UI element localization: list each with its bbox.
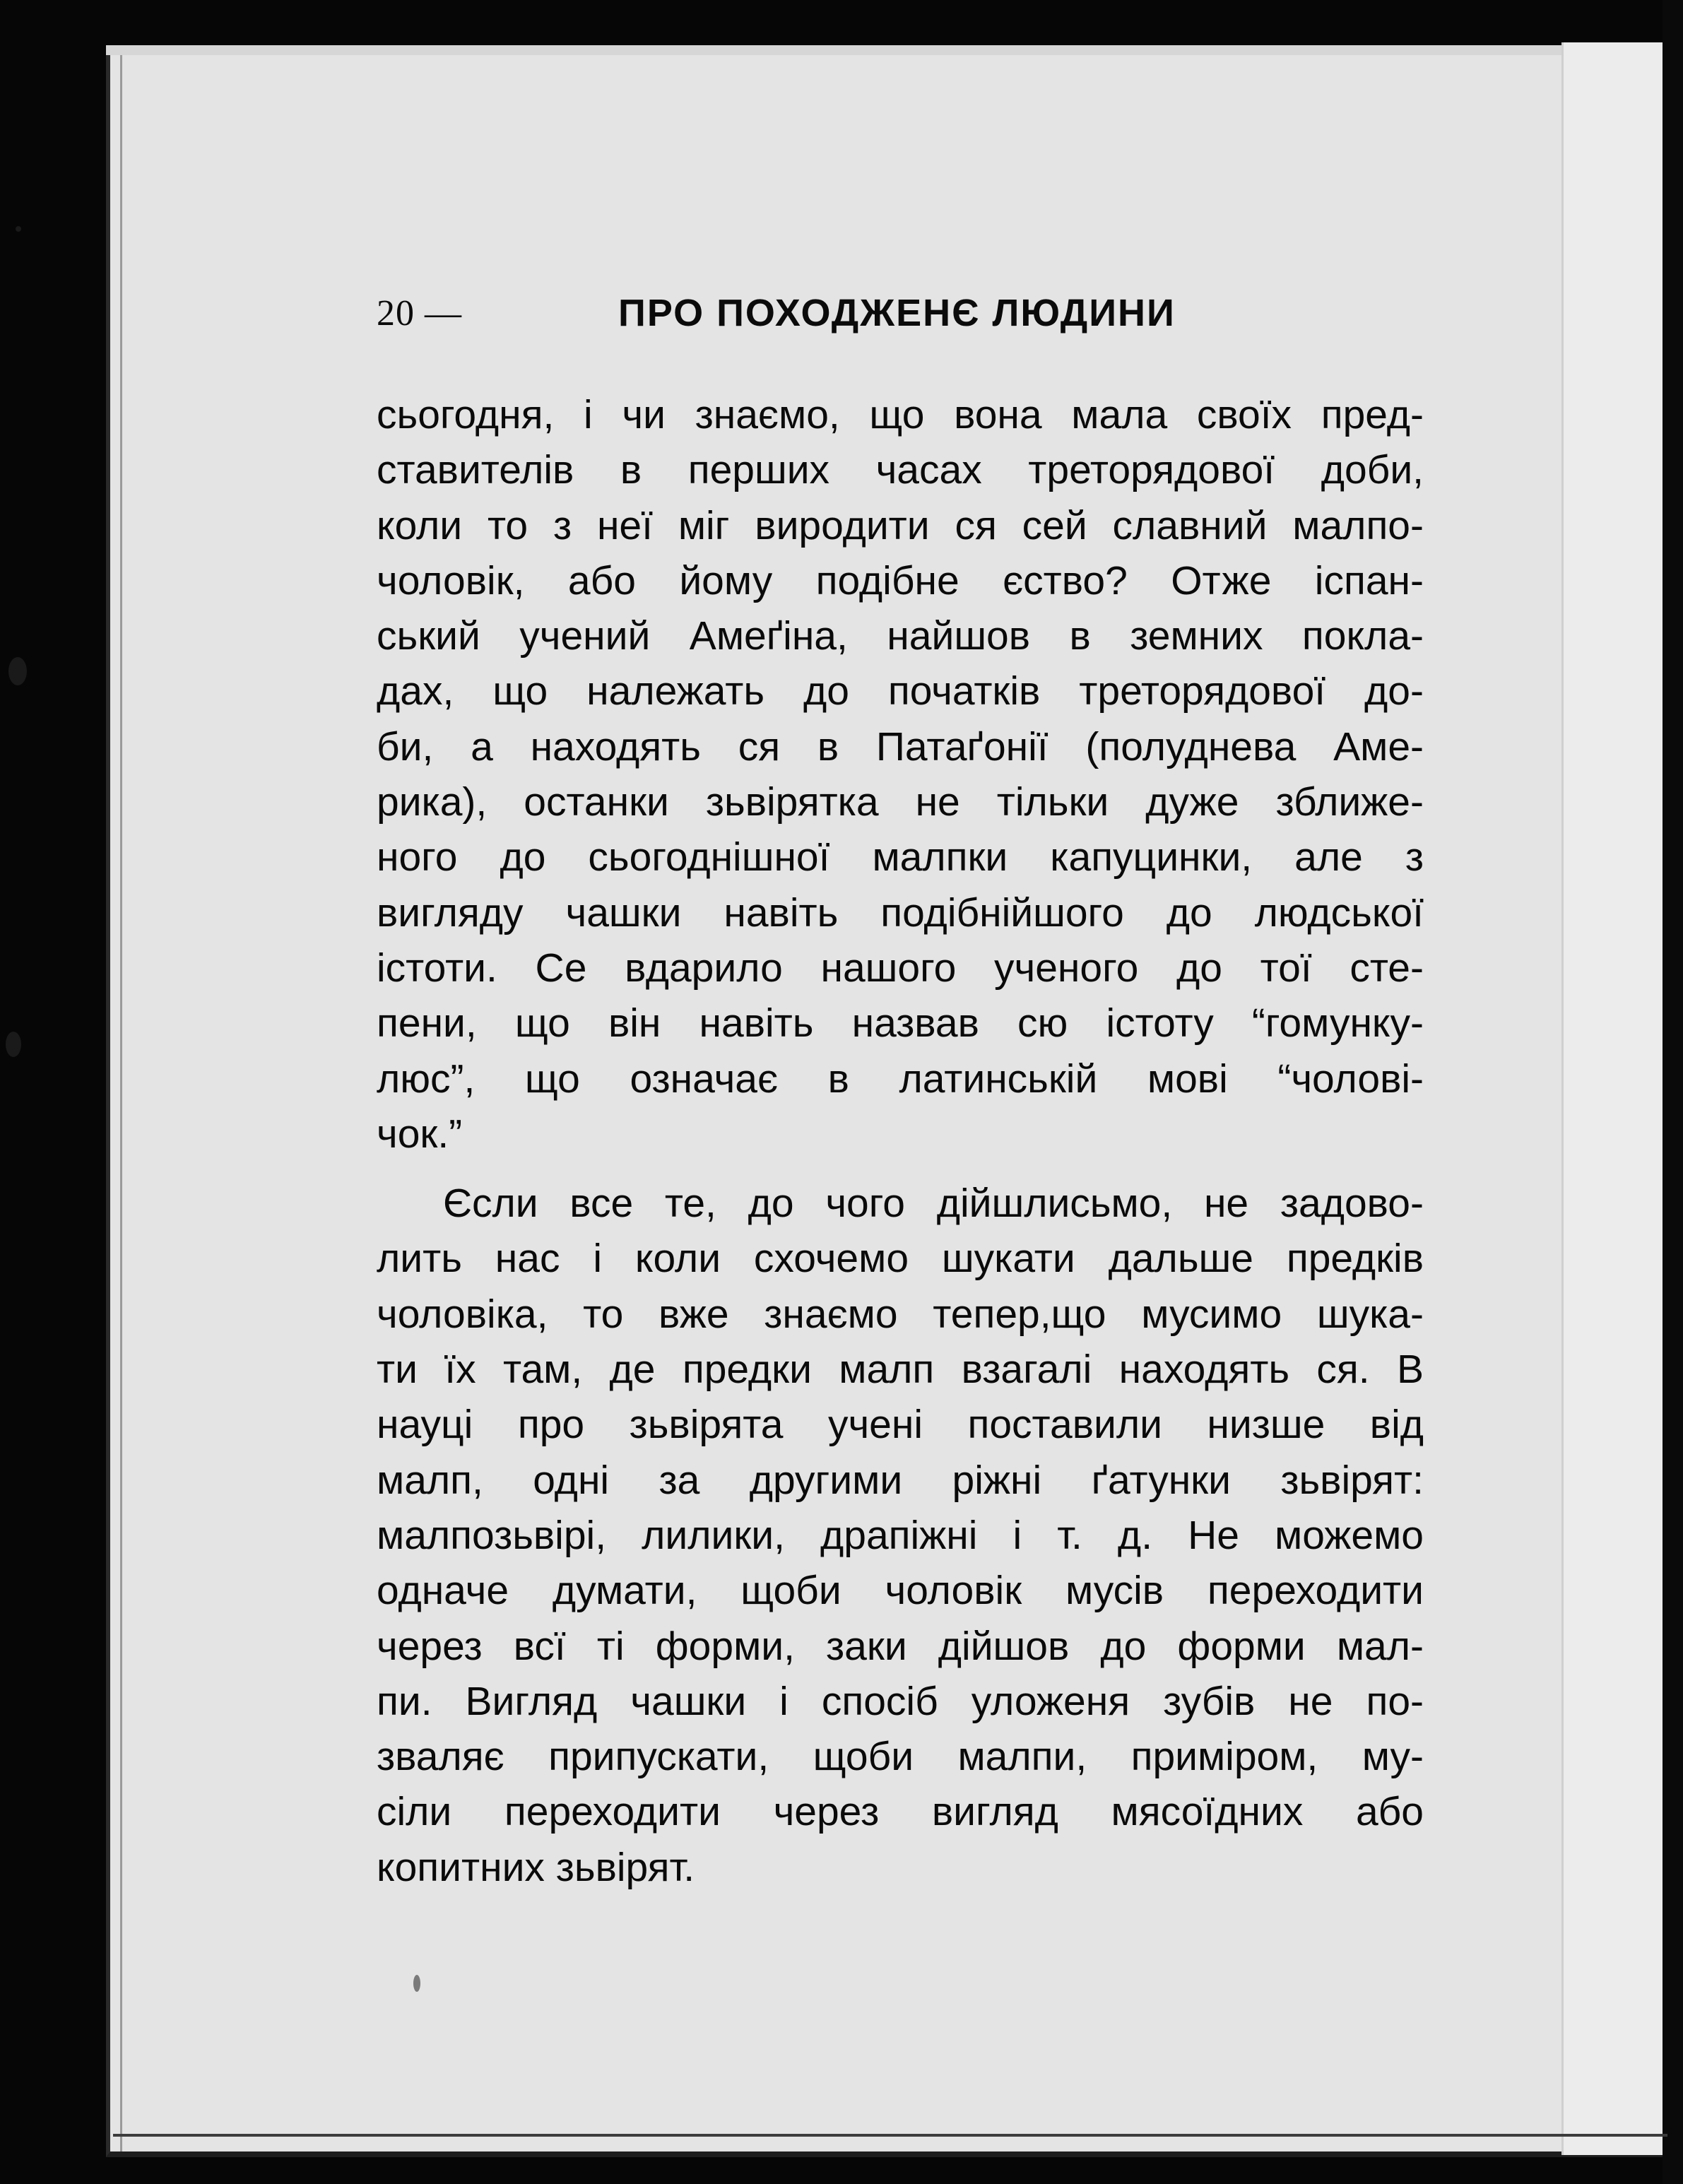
- text-line: малпозьвірі, лилики, драпіжні і т. д. Не можемо: [377, 1512, 1424, 1558]
- text-line: малп, одні за другими ріжні ґатунки зьвірят:: [377, 1457, 1424, 1503]
- text-line: коли то з неї міг виродити ся сей славний малпо-: [377, 502, 1424, 548]
- text-line: зваляє припускати, щоби малпи, приміром, му-: [377, 1734, 1424, 1780]
- text-line: чоловіка, то вже знаємо тепер,що мусимо шука-: [377, 1291, 1424, 1337]
- text-line: ти їх там, де предки малп взагалі находять ся. В: [377, 1347, 1424, 1393]
- text-line: одначе думати, щоби чоловік мусів переходити: [377, 1568, 1424, 1614]
- text-line: науці про зьвірята учені поставили низше від: [377, 1402, 1424, 1448]
- text-line: чоловік, або йому подібне єство? Отже іспан-: [377, 557, 1424, 603]
- paragraph: [377, 387, 1424, 1162]
- scan-speck: [16, 226, 21, 232]
- text-line: пи. Вигляд чашки і спосіб уложеня зубів не по-: [377, 1678, 1424, 1724]
- running-head: [377, 290, 1422, 346]
- text-line: дах, що належать до початків треторядової до-: [377, 668, 1424, 714]
- page-bottom-edge: [113, 2134, 1667, 2137]
- scan-speck: [413, 1975, 420, 1992]
- scan-border-right: [1663, 0, 1683, 2184]
- text-line: вигляду чашки навіть подібнійшого до людської: [377, 890, 1424, 935]
- text-line: Єсли все те, до чого дійшлисьмо, не задово-: [443, 1181, 1424, 1227]
- scan-speck: [6, 1032, 21, 1057]
- text-line: сьогодня, і чи знаємо, що вона мала своїх пред-: [377, 392, 1424, 437]
- text-line: ський учений Амеґіна, найшов в земних покла-: [377, 613, 1424, 659]
- text-line: ного до сьогоднішної малпки капуцинки, але з: [377, 834, 1424, 880]
- scan-speck: [8, 657, 27, 685]
- text-line: ставителів в перших часах треторядової доби,: [377, 447, 1424, 493]
- text-line: люс”, що означає в латинській мові “чолові-: [377, 1056, 1424, 1102]
- page-top-edge: [106, 45, 1675, 55]
- page-fold-edge: [1561, 42, 1670, 2155]
- paragraph: [377, 1176, 1424, 1895]
- text-line: сіли переходити через вигляд мясоїдних або: [377, 1789, 1424, 1835]
- text-line: лить нас і коли схочемо шукати дальше предків: [377, 1236, 1424, 1282]
- text-line: рика), останки зьвірятка не тільки дуже зближе-: [377, 779, 1424, 825]
- text-line: пени, що він навіть назвав сю істоту “гомунку-: [377, 1000, 1424, 1046]
- text-line: через всї ті форми, заки дійшов до форми мал-: [377, 1623, 1424, 1669]
- running-title: ПРО ПОХОДЖЕНЄ ЛЮДИНИ: [618, 292, 1176, 334]
- text-line: істоти. Се вдарило нашого ученого до тої сте-: [377, 945, 1424, 991]
- text-line: би, а находять ся в Патаґонії (полуднева Аме-: [377, 724, 1424, 769]
- text-line: чок.”: [377, 1111, 463, 1157]
- page-number: 20 —: [377, 293, 462, 333]
- body-text: [377, 387, 1424, 1895]
- paragraph-gap: [377, 1162, 1424, 1176]
- text-line: копитних зьвірят.: [377, 1844, 695, 1890]
